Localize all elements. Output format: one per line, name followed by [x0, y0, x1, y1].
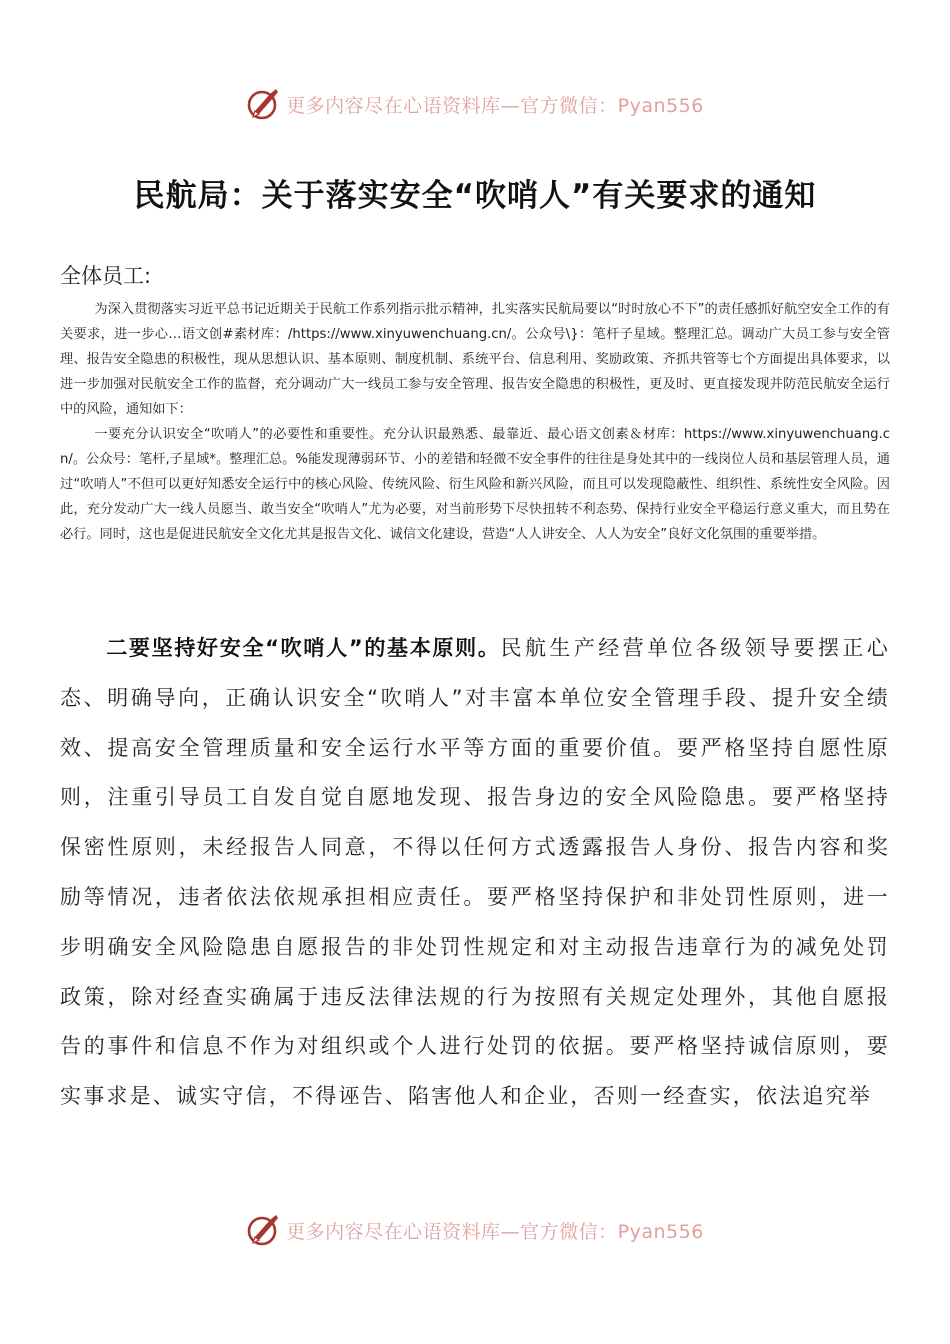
footer-watermark-text: 更多内容尽在心语资料库—官方微信：Pyan556: [286, 1220, 704, 1243]
footer-watermark: [0, 1210, 950, 1250]
intro-section: [60, 297, 890, 547]
salutation: 全体员工:: [60, 264, 152, 288]
main-section: [60, 624, 890, 1122]
header-watermark-text: 更多内容尽在心语资料库—官方微信：Pyan556: [286, 94, 704, 117]
paragraph-first-requirement: 一要充分认识安全“吹哨人”的必要性和重要性。充分认识最熟悉、最靠近、最心语文创素＆材库：https://www.xinyuwenchuang.cn/。公众号：笔杆,子星域*。整理汇总。%能发现薄弱环节、小的差错和轻微不安全事件的往往是身处其中的一线岗位人员和基层管理人员，通过“吹哨人”不但可以更好知悉安全运行中的核心风险、传统风险、衍生风险和新兴风险，而且可以发现隐蔽性、组织性、系统性安全风险。因此，充分发动广大一线人员愿当、敢当安全“吹哨人”尤为必要，对当前形势下尽快扭转不利态势、保持行业安全平稳运行意义重大，而且势在必行。同时，这也是促进民航安全文化尤其是报告文化、诚信文化建设，营造“人人讲安全、人人为安全”良好文化氛围的重要举措。: [60, 427, 890, 542]
header-watermark: [0, 84, 950, 124]
section-heading: 二要坚持好安全“吹哨人”的基本原则。: [106, 636, 501, 660]
document-title: 民航局：关于落实安全“吹哨人”有关要求的通知: [133, 178, 817, 214]
paragraph-body: 民航生产经营单位各级领导要摆正心态、明确导向，正确认识安全“吹哨人”对丰富本单位安全管理手段、提升安全绩效、提高安全管理质量和安全运行水平等方面的重要价值。要严格坚持自愿性原则，注重引导员工自发自觉自愿地发现、报告身边的安全风险隐患。要严格坚持保密性原则，未经报告人同意，不得以任何方式透露报告人身份、报告内容和奖励等情况，违者依法依规承担相应责任。要严格坚持保护和非处罚性原则，进一步明确安全风险隐患自愿报告的非处罚性规定和对主动报告违章行为的减免处罚政策，除对经查实确属于违反法律法规的行为按照有关规定处理外，其他自愿报告的事件和信息不作为对组织或个人进行处罚的依据。要严格坚持诚信原则，要实事求是、诚实守信，不得诬告、陷害他人和企业，否则一经查实，依法追究举: [60, 636, 890, 1109]
paragraph-intro: 为深入贯彻落实习近平总书记近期关于民航工作系列指示批示精神，扎实落实民航局要以“时时放心不下”的责任感抓好航空安全工作的有关要求，进一步心…语文创#素材库：/https://www.xinyuwenchuang.cn/。公众号\}：笔杆子星域。整理汇总。调动广大员工参与安全管理、报告安全隐患的积极性，现从思想认识、基本原则、制度机制、系统平台、信息利用、奖励政策、齐抓共管等七个方面提出具体要求，以进一步加强对民航安全工作的监督，充分调动广大一线员工参与安全管理、报告安全隐患的积极性，更及时、更直接发现并防范民航安全运行中的风险，通知如下：: [60, 302, 890, 417]
pen-logo-icon: [246, 86, 282, 122]
paragraph-second-requirement: [60, 624, 890, 1122]
pen-logo-icon: [246, 1212, 282, 1248]
